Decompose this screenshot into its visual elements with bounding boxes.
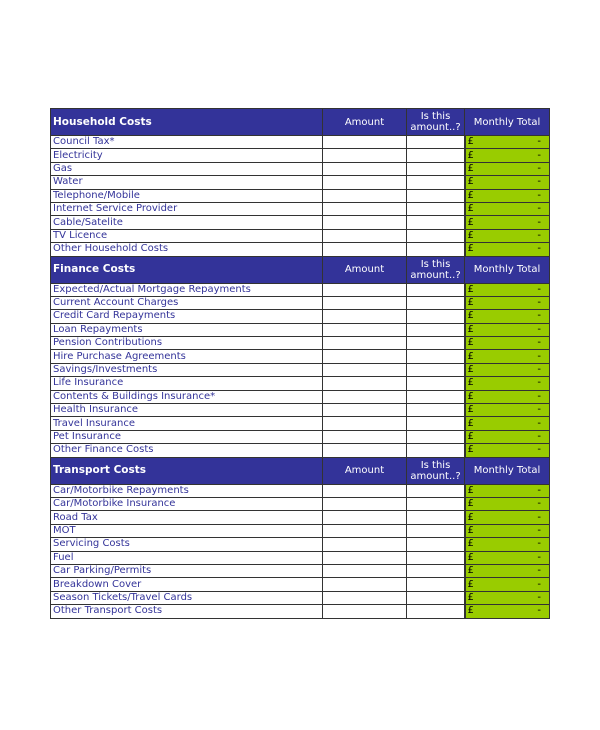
cost-label: Health Insurance (51, 404, 323, 417)
currency-symbol: £ (467, 350, 474, 362)
monthly-total-cell (465, 417, 550, 430)
total-value: - (537, 551, 541, 563)
table-row (51, 524, 550, 537)
frequency-cell[interactable] (407, 524, 465, 537)
table-row (51, 551, 550, 564)
frequency-cell[interactable] (407, 417, 465, 430)
currency-symbol: £ (467, 136, 474, 148)
table-row (51, 350, 550, 363)
currency-symbol: £ (467, 377, 474, 389)
total-value: - (537, 337, 541, 349)
frequency-cell[interactable] (407, 216, 465, 229)
amount-cell[interactable] (323, 176, 407, 189)
monthly-total-cell (465, 310, 550, 323)
section-title: Household Costs (51, 109, 323, 136)
monthly-total-header: Monthly Total (465, 109, 550, 136)
amount-cell[interactable] (323, 363, 407, 376)
amount-cell[interactable] (323, 524, 407, 537)
frequency-cell[interactable] (407, 229, 465, 242)
frequency-cell[interactable] (407, 296, 465, 309)
monthly-total-cell (465, 497, 550, 510)
cost-label: MOT (51, 524, 323, 537)
frequency-cell[interactable] (407, 404, 465, 417)
total-value: - (537, 350, 541, 362)
monthly-total-cell (465, 229, 550, 242)
total-value: - (537, 136, 541, 148)
total-value: - (537, 310, 541, 322)
currency-symbol: £ (467, 431, 474, 442)
amount-cell[interactable] (323, 578, 407, 591)
frequency-cell[interactable] (407, 363, 465, 376)
amount-cell[interactable] (323, 162, 407, 175)
frequency-cell[interactable] (407, 591, 465, 604)
amount-cell[interactable] (323, 337, 407, 350)
frequency-cell[interactable] (407, 283, 465, 296)
amount-cell[interactable] (323, 430, 407, 443)
monthly-total-cell (465, 363, 550, 376)
monthly-total-cell (465, 162, 550, 175)
currency-symbol: £ (467, 498, 474, 510)
total-value: - (537, 511, 541, 523)
table-row (51, 538, 550, 551)
cost-label: Savings/Investments (51, 363, 323, 376)
currency-symbol: £ (467, 578, 474, 590)
currency-symbol: £ (467, 149, 474, 161)
currency-symbol: £ (467, 565, 474, 577)
amount-cell[interactable] (323, 511, 407, 524)
currency-symbol: £ (467, 538, 474, 550)
frequency-cell[interactable] (407, 430, 465, 443)
currency-symbol: £ (467, 404, 474, 416)
table-row (51, 444, 550, 457)
cost-label: Car Parking/Permits (51, 564, 323, 577)
cost-label: Electricity (51, 149, 323, 162)
table-row (51, 377, 550, 390)
total-value: - (537, 591, 541, 603)
monthly-total-cell (465, 511, 550, 524)
frequency-cell[interactable] (407, 323, 465, 336)
amount-cell[interactable] (323, 310, 407, 323)
frequency-cell[interactable] (407, 350, 465, 363)
frequency-cell[interactable] (407, 551, 465, 564)
total-value: - (537, 216, 541, 228)
frequency-cell[interactable] (407, 484, 465, 497)
monthly-total-cell (465, 551, 550, 564)
cost-label: Life Insurance (51, 377, 323, 390)
amount-header: Amount (323, 256, 407, 283)
amount-cell[interactable] (323, 390, 407, 403)
amount-cell[interactable] (323, 417, 407, 430)
monthly-total-cell (465, 176, 550, 189)
cost-label: Pension Contributions (51, 337, 323, 350)
table-row (51, 484, 550, 497)
cost-label: Travel Insurance (51, 417, 323, 430)
monthly-total-cell (465, 189, 550, 202)
total-value: - (537, 364, 541, 376)
currency-symbol: £ (467, 444, 474, 456)
table-row (51, 591, 550, 604)
table-row (51, 578, 550, 591)
table-row (51, 323, 550, 336)
cost-label: Car/Motorbike Repayments (51, 484, 323, 497)
currency-symbol: £ (467, 162, 474, 174)
cost-label: Contents & Buildings Insurance* (51, 390, 323, 403)
cost-label: Council Tax* (51, 136, 323, 149)
is-this-header: Is this amount..? (407, 457, 465, 484)
amount-cell[interactable] (323, 189, 407, 202)
currency-symbol: £ (467, 551, 474, 563)
cost-label: Hire Purchase Agreements (51, 350, 323, 363)
cost-label: Fuel (51, 551, 323, 564)
total-value: - (537, 149, 541, 161)
total-value: - (537, 565, 541, 577)
amount-cell[interactable] (323, 591, 407, 604)
section-title: Finance Costs (51, 256, 323, 283)
amount-cell[interactable] (323, 538, 407, 551)
frequency-cell[interactable] (407, 310, 465, 323)
table-row (51, 216, 550, 229)
monthly-total-cell (465, 216, 550, 229)
table-row (51, 296, 550, 309)
monthly-total-header: Monthly Total (465, 457, 550, 484)
table-row (51, 310, 550, 323)
monthly-total-cell (465, 444, 550, 457)
monthly-total-cell (465, 149, 550, 162)
frequency-cell[interactable] (407, 149, 465, 162)
frequency-cell[interactable] (407, 176, 465, 189)
total-value: - (537, 498, 541, 510)
frequency-cell[interactable] (407, 202, 465, 215)
table-row (51, 176, 550, 189)
frequency-cell[interactable] (407, 162, 465, 175)
is-this-header: Is this amount..? (407, 256, 465, 283)
currency-symbol: £ (467, 229, 474, 241)
monthly-total-cell (465, 243, 550, 256)
table-row (51, 136, 550, 149)
table-row (51, 149, 550, 162)
currency-symbol: £ (467, 591, 474, 603)
table-row (51, 430, 550, 443)
amount-cell[interactable] (323, 229, 407, 242)
currency-symbol: £ (467, 511, 474, 523)
currency-symbol: £ (467, 283, 474, 295)
currency-symbol: £ (467, 484, 474, 496)
frequency-cell[interactable] (407, 377, 465, 390)
frequency-cell[interactable] (407, 390, 465, 403)
cost-label: Season Tickets/Travel Cards (51, 591, 323, 604)
total-value: - (537, 390, 541, 402)
currency-symbol: £ (467, 297, 474, 309)
monthly-total-cell (465, 484, 550, 497)
currency-symbol: £ (467, 390, 474, 402)
monthly-total-cell (465, 136, 550, 149)
cost-label: Cable/Satelite (51, 216, 323, 229)
amount-cell[interactable] (323, 243, 407, 256)
monthly-total-cell (465, 202, 550, 215)
cost-label: Car/Motorbike Insurance (51, 497, 323, 510)
amount-cell[interactable] (323, 404, 407, 417)
monthly-total-cell (465, 564, 550, 577)
total-value: - (537, 162, 541, 174)
monthly-total-cell (465, 377, 550, 390)
amount-cell[interactable] (323, 323, 407, 336)
cost-label: Breakdown Cover (51, 578, 323, 591)
amount-cell[interactable] (323, 551, 407, 564)
currency-symbol: £ (467, 189, 474, 201)
currency-symbol: £ (467, 337, 474, 349)
total-value: - (537, 176, 541, 188)
table-row (51, 283, 550, 296)
amount-cell[interactable] (323, 283, 407, 296)
table-row (51, 404, 550, 417)
frequency-cell[interactable] (407, 605, 465, 618)
total-value: - (537, 297, 541, 309)
total-value: - (537, 538, 541, 550)
is-this-header: Is this amount..? (407, 109, 465, 136)
monthly-total-cell (465, 337, 550, 350)
budget-table (50, 108, 550, 619)
amount-cell[interactable] (323, 350, 407, 363)
frequency-cell[interactable] (407, 444, 465, 457)
total-value: - (537, 229, 541, 241)
amount-cell[interactable] (323, 296, 407, 309)
total-value: - (537, 444, 541, 456)
cost-label: Telephone/Mobile (51, 189, 323, 202)
amount-cell[interactable] (323, 605, 407, 618)
table-row (51, 189, 550, 202)
frequency-cell[interactable] (407, 497, 465, 510)
currency-symbol: £ (467, 605, 474, 617)
cost-label: Internet Service Provider (51, 202, 323, 215)
frequency-cell[interactable] (407, 337, 465, 350)
monthly-total-cell (465, 404, 550, 417)
table-row (51, 564, 550, 577)
cost-label: Credit Card Repayments (51, 310, 323, 323)
frequency-cell[interactable] (407, 136, 465, 149)
cost-label: Current Account Charges (51, 296, 323, 309)
cost-label: Other Household Costs (51, 243, 323, 256)
currency-symbol: £ (467, 417, 474, 429)
frequency-cell[interactable] (407, 243, 465, 256)
amount-cell[interactable] (323, 136, 407, 149)
monthly-total-cell (465, 578, 550, 591)
total-value: - (537, 283, 541, 295)
amount-cell[interactable] (323, 564, 407, 577)
amount-header: Amount (323, 109, 407, 136)
monthly-total-cell (465, 605, 550, 618)
total-value: - (537, 189, 541, 201)
total-value: - (537, 605, 541, 617)
amount-cell[interactable] (323, 149, 407, 162)
currency-symbol: £ (467, 323, 474, 335)
currency-symbol: £ (467, 203, 474, 215)
monthly-total-cell (465, 296, 550, 309)
amount-cell[interactable] (323, 444, 407, 457)
table-row (51, 202, 550, 215)
section-header (51, 109, 550, 136)
total-value: - (537, 431, 541, 442)
cost-label: Gas (51, 162, 323, 175)
amount-cell[interactable] (323, 202, 407, 215)
amount-cell[interactable] (323, 484, 407, 497)
table-row (51, 417, 550, 430)
section-header (51, 457, 550, 484)
monthly-total-cell (465, 430, 550, 443)
monthly-total-cell (465, 524, 550, 537)
table-row (51, 363, 550, 376)
currency-symbol: £ (467, 216, 474, 228)
amount-header: Amount (323, 457, 407, 484)
table-row (51, 337, 550, 350)
total-value: - (537, 484, 541, 496)
cost-label: Other Finance Costs (51, 444, 323, 457)
frequency-cell[interactable] (407, 189, 465, 202)
section-title: Transport Costs (51, 457, 323, 484)
cost-label: Other Transport Costs (51, 605, 323, 618)
monthly-total-cell (465, 538, 550, 551)
total-value: - (537, 524, 541, 536)
cost-label: TV Licence (51, 229, 323, 242)
cost-label: Loan Repayments (51, 323, 323, 336)
total-value: - (537, 323, 541, 335)
table-row (51, 390, 550, 403)
cost-label: Expected/Actual Mortgage Repayments (51, 283, 323, 296)
total-value: - (537, 377, 541, 389)
frequency-cell[interactable] (407, 578, 465, 591)
monthly-total-cell (465, 390, 550, 403)
currency-symbol: £ (467, 310, 474, 322)
cost-label: Road Tax (51, 511, 323, 524)
table-row (51, 243, 550, 256)
cost-label: Pet Insurance (51, 430, 323, 443)
table-row (51, 497, 550, 510)
currency-symbol: £ (467, 243, 474, 255)
currency-symbol: £ (467, 364, 474, 376)
amount-cell[interactable] (323, 216, 407, 229)
table-row (51, 229, 550, 242)
table-row (51, 605, 550, 618)
frequency-cell[interactable] (407, 564, 465, 577)
amount-cell[interactable] (323, 377, 407, 390)
table-row (51, 511, 550, 524)
total-value: - (537, 417, 541, 429)
currency-symbol: £ (467, 176, 474, 188)
monthly-total-header: Monthly Total (465, 256, 550, 283)
monthly-total-cell (465, 591, 550, 604)
frequency-cell[interactable] (407, 538, 465, 551)
total-value: - (537, 578, 541, 590)
monthly-total-cell (465, 283, 550, 296)
currency-symbol: £ (467, 524, 474, 536)
cost-label: Servicing Costs (51, 538, 323, 551)
section-header (51, 256, 550, 283)
monthly-total-cell (465, 350, 550, 363)
total-value: - (537, 203, 541, 215)
monthly-total-cell (465, 323, 550, 336)
total-value: - (537, 243, 541, 255)
amount-cell[interactable] (323, 497, 407, 510)
frequency-cell[interactable] (407, 511, 465, 524)
total-value: - (537, 404, 541, 416)
cost-label: Water (51, 176, 323, 189)
table-row (51, 162, 550, 175)
